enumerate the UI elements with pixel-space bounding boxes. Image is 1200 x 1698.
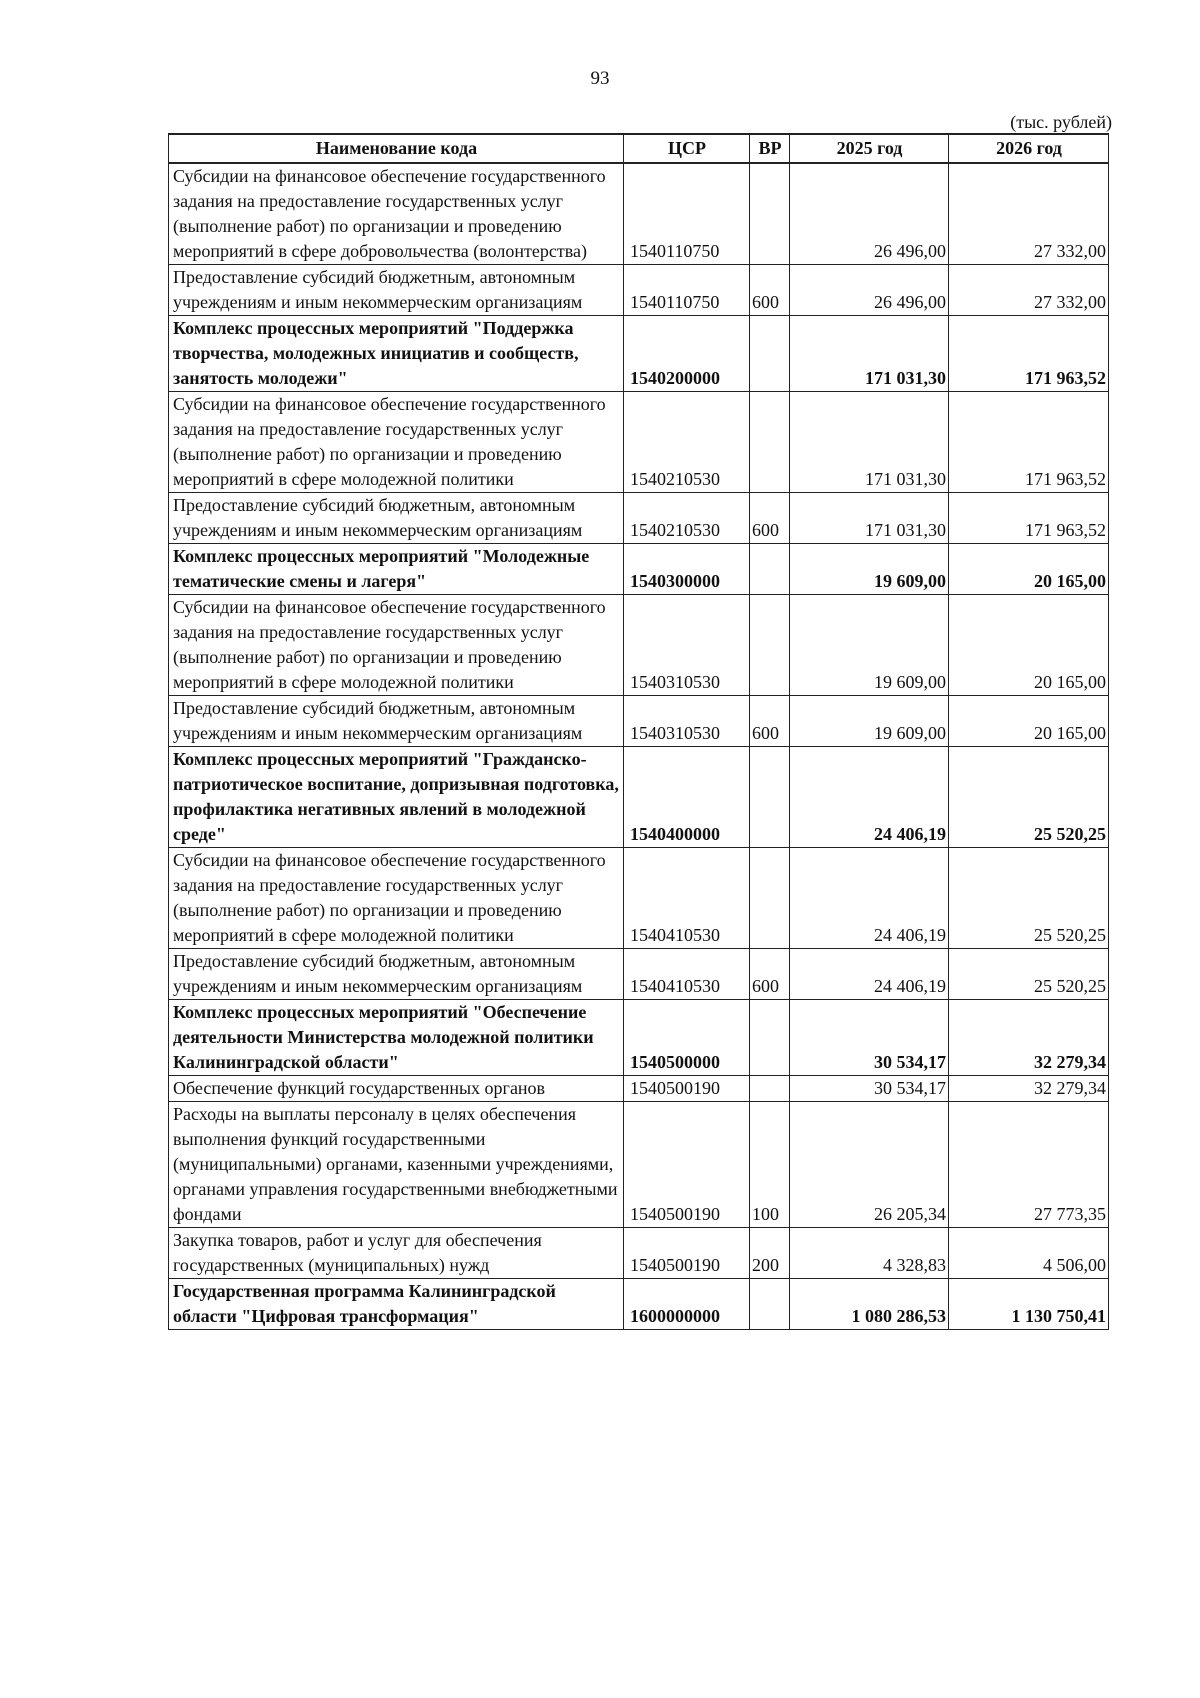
header-name: Наименование кода: [169, 134, 624, 163]
row-name-cell: Субсидии на финансовое обеспечение государственного задания на предоставление государственных услуг (выполнение работ) по организации и проведению мероприятий в сфере молодежной политики: [169, 392, 624, 493]
row-2025-cell: 171 031,30: [790, 316, 949, 392]
table-row: [169, 392, 1109, 493]
table-row: [169, 696, 1109, 747]
table-body: [169, 163, 1109, 1330]
row-name-cell: Субсидии на финансовое обеспечение государственного задания на предоставление государственных услуг (выполнение работ) по организации и проведению мероприятий в сфере добровольчества (волонтерства): [169, 163, 624, 265]
row-name-cell: Обеспечение функций государственных органов: [169, 1076, 624, 1102]
row-name-cell: Расходы на выплаты персоналу в целях обеспечения выполнения функций государственными (муниципальными) органами, казенными учреждениями, органами управления государственными внебюджетными фондами: [169, 1102, 624, 1228]
table-row: [169, 848, 1109, 949]
row-2026-cell: 20 165,00: [949, 544, 1109, 595]
row-name-cell: Комплекс процессных мероприятий "Молодежные тематические смены и лагеря": [169, 544, 624, 595]
row-vr-cell: [750, 848, 790, 949]
row-csr-cell: 1540410530: [624, 848, 750, 949]
row-name-cell: Предоставление субсидий бюджетным, автономным учреждениям и иным некоммерческим организациям: [169, 696, 624, 747]
row-2026-cell: 20 165,00: [949, 595, 1109, 696]
row-vr-cell: [750, 595, 790, 696]
row-csr-cell: 1540400000: [624, 747, 750, 848]
budget-table: [168, 133, 1109, 1330]
table-row: [169, 1102, 1109, 1228]
row-name-cell: Закупка товаров, работ и услуг для обеспечения государственных (муниципальных) нужд: [169, 1228, 624, 1279]
row-2026-cell: 4 506,00: [949, 1228, 1109, 1279]
row-vr-cell: [750, 1279, 790, 1330]
header-vr: ВР: [750, 134, 790, 163]
row-2025-cell: 30 534,17: [790, 1076, 949, 1102]
row-2025-cell: 26 205,34: [790, 1102, 949, 1228]
table-row: [169, 163, 1109, 265]
header-2026: 2026 год: [949, 134, 1109, 163]
table-row: [169, 747, 1109, 848]
row-vr-cell: 600: [750, 265, 790, 316]
table-row: [169, 949, 1109, 1000]
row-2026-cell: 20 165,00: [949, 696, 1109, 747]
row-name-cell: Субсидии на финансовое обеспечение государственного задания на предоставление государственных услуг (выполнение работ) по организации и проведению мероприятий в сфере молодежной политики: [169, 595, 624, 696]
row-vr-cell: [750, 163, 790, 265]
row-vr-cell: [750, 316, 790, 392]
table-row: [169, 1228, 1109, 1279]
table-header-row: [169, 134, 1109, 163]
row-csr-cell: 1540300000: [624, 544, 750, 595]
row-2025-cell: 26 496,00: [790, 163, 949, 265]
row-2026-cell: 171 963,52: [949, 392, 1109, 493]
row-name-cell: Предоставление субсидий бюджетным, автономным учреждениям и иным некоммерческим организациям: [169, 265, 624, 316]
table-row: [169, 493, 1109, 544]
row-csr-cell: 1540500000: [624, 1000, 750, 1076]
row-name-cell: Субсидии на финансовое обеспечение государственного задания на предоставление государственных услуг (выполнение работ) по организации и проведению мероприятий в сфере молодежной политики: [169, 848, 624, 949]
row-2025-cell: 30 534,17: [790, 1000, 949, 1076]
row-vr-cell: [750, 747, 790, 848]
row-2026-cell: 25 520,25: [949, 747, 1109, 848]
row-csr-cell: 1540500190: [624, 1102, 750, 1228]
row-csr-cell: 1600000000: [624, 1279, 750, 1330]
row-csr-cell: 1540500190: [624, 1076, 750, 1102]
row-2025-cell: 171 031,30: [790, 392, 949, 493]
row-vr-cell: [750, 392, 790, 493]
row-2026-cell: 27 332,00: [949, 163, 1109, 265]
row-vr-cell: [750, 544, 790, 595]
row-2025-cell: 19 609,00: [790, 544, 949, 595]
table-row: [169, 1279, 1109, 1330]
row-2026-cell: 32 279,34: [949, 1000, 1109, 1076]
row-vr-cell: [750, 1076, 790, 1102]
row-name-cell: Государственная программа Калининградской области "Цифровая трансформация": [169, 1279, 624, 1330]
row-2025-cell: 26 496,00: [790, 265, 949, 316]
table-row: [169, 265, 1109, 316]
row-2026-cell: 27 332,00: [949, 265, 1109, 316]
row-vr-cell: 200: [750, 1228, 790, 1279]
row-name-cell: Предоставление субсидий бюджетным, автономным учреждениям и иным некоммерческим организациям: [169, 493, 624, 544]
row-csr-cell: 1540110750: [624, 163, 750, 265]
row-2025-cell: 4 328,83: [790, 1228, 949, 1279]
row-csr-cell: 1540210530: [624, 392, 750, 493]
row-name-cell: Комплекс процессных мероприятий "Гражданско-патриотическое воспитание, допризывная подготовка, профилактика негативных явлений в молодежной среде": [169, 747, 624, 848]
row-2026-cell: 1 130 750,41: [949, 1279, 1109, 1330]
row-vr-cell: 600: [750, 493, 790, 544]
table-row: [169, 544, 1109, 595]
row-2025-cell: 19 609,00: [790, 595, 949, 696]
row-csr-cell: 1540200000: [624, 316, 750, 392]
header-2025: 2025 год: [790, 134, 949, 163]
row-2026-cell: 25 520,25: [949, 848, 1109, 949]
row-2025-cell: 171 031,30: [790, 493, 949, 544]
row-name-cell: Комплекс процессных мероприятий "Обеспечение деятельности Министерства молодежной политики Калининградской области": [169, 1000, 624, 1076]
row-2026-cell: 27 773,35: [949, 1102, 1109, 1228]
table-row: [169, 595, 1109, 696]
row-csr-cell: 1540410530: [624, 949, 750, 1000]
row-vr-cell: [750, 1000, 790, 1076]
row-vr-cell: 100: [750, 1102, 790, 1228]
row-name-cell: Комплекс процессных мероприятий "Поддержка творчества, молодежных инициатив и сообществ, занятость молодежи": [169, 316, 624, 392]
header-csr: ЦСР: [624, 134, 750, 163]
row-name-cell: Предоставление субсидий бюджетным, автономным учреждениям и иным некоммерческим организациям: [169, 949, 624, 1000]
row-2025-cell: 24 406,19: [790, 848, 949, 949]
row-csr-cell: 1540310530: [624, 595, 750, 696]
row-2026-cell: 25 520,25: [949, 949, 1109, 1000]
table-row: [169, 1000, 1109, 1076]
row-2025-cell: 24 406,19: [790, 747, 949, 848]
row-vr-cell: 600: [750, 949, 790, 1000]
table-row: [169, 1076, 1109, 1102]
units-label: (тыс. рублей): [1010, 112, 1112, 132]
row-csr-cell: 1540110750: [624, 265, 750, 316]
row-2026-cell: 171 963,52: [949, 493, 1109, 544]
row-csr-cell: 1540500190: [624, 1228, 750, 1279]
row-csr-cell: 1540210530: [624, 493, 750, 544]
row-2025-cell: 1 080 286,53: [790, 1279, 949, 1330]
row-2025-cell: 24 406,19: [790, 949, 949, 1000]
row-2026-cell: 171 963,52: [949, 316, 1109, 392]
table-row: [169, 316, 1109, 392]
page-number: 93: [590, 68, 610, 89]
row-vr-cell: 600: [750, 696, 790, 747]
row-csr-cell: 1540310530: [624, 696, 750, 747]
row-2026-cell: 32 279,34: [949, 1076, 1109, 1102]
row-2025-cell: 19 609,00: [790, 696, 949, 747]
